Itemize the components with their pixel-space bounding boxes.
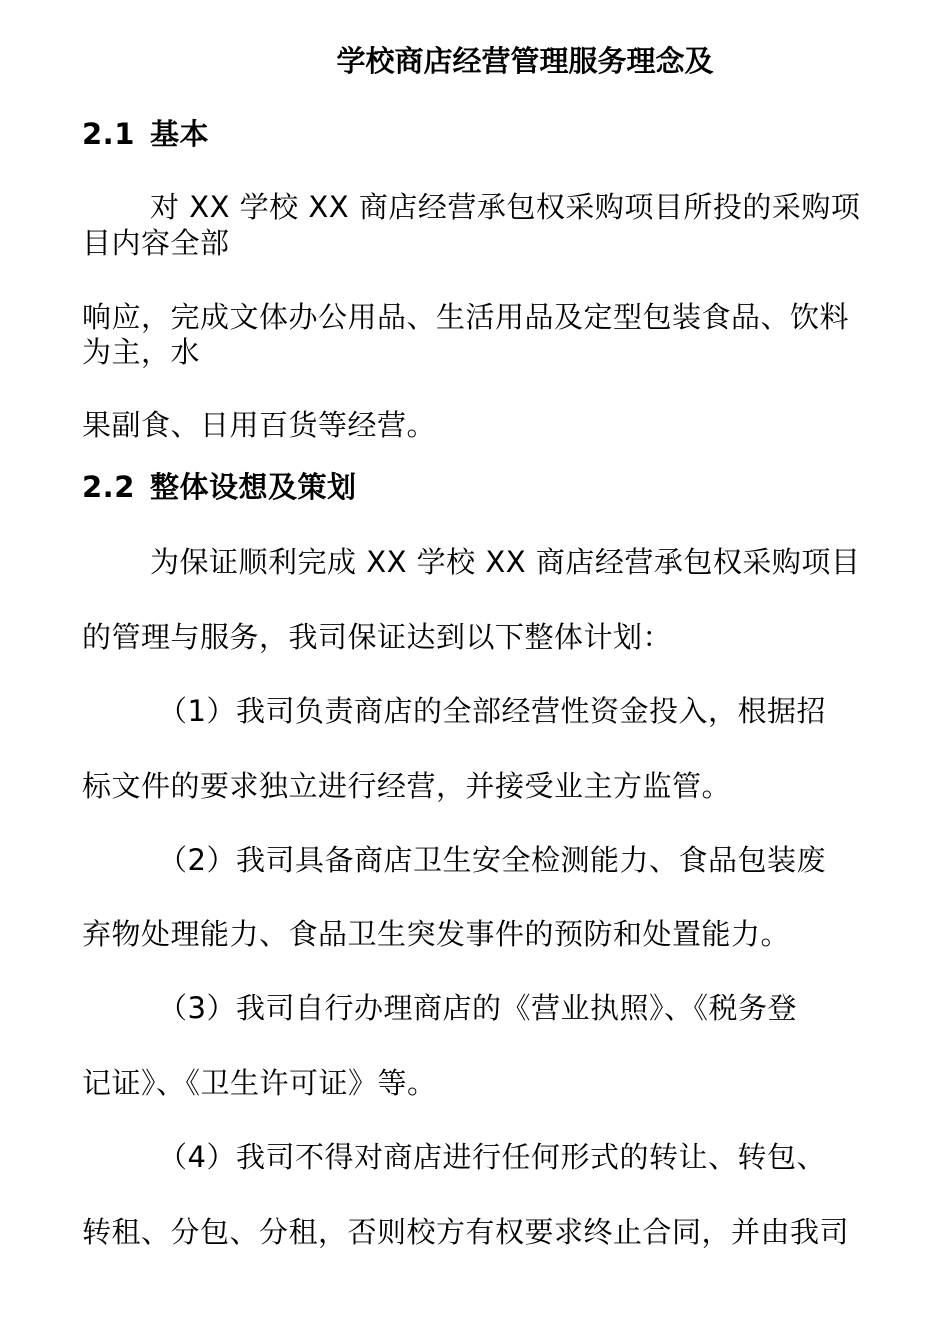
list-item-line: （4）我司不得对商店进行任何形式的转让、转包、 [158,1140,826,1174]
list-item-line: 标文件的要求独立进行经营，并接受业主方监管。 [82,769,732,803]
list-item-line: （2）我司具备商店卫生安全检测能力、食品包装废 [158,843,826,877]
list-item-line: 转租、分包、分租，否则校方有权要求终止合同，并由我司 [82,1215,850,1249]
paragraph-line: 目内容全部 [82,226,230,260]
paragraph-line: 为主，水 [82,335,201,369]
list-item-line: 弃物处理能力、食品卫生突发事件的预防和处置能力。 [82,917,791,951]
list-item-line: （1）我司负责商店的全部经营性资金投入，根据招 [158,694,826,728]
section-title: 整体设想及策划 [150,470,357,504]
paragraph-line: 的管理与服务，我司保证达到以下整体计划： [82,620,673,654]
paragraph-line: 响应，完成文体办公用品、生活用品及定型包装食品、饮料 [82,300,850,334]
section-number: 2.1 [82,117,135,151]
section-number: 2.2 [82,470,135,504]
section-title: 基本 [150,117,210,151]
paragraph-line: 果副食、日用百货等经营。 [82,408,437,442]
list-item-line: 记证》、《卫生许可证》等。 [82,1066,437,1100]
list-item-line: （3）我司自行办理商店的《营业执照》、《税务登 [158,991,797,1025]
paragraph-line: 为保证顺利完成 XX 学校 XX 商店经营承包权采购项目 [150,545,861,579]
paragraph-line: 对 XX 学校 XX 商店经营承包权采购项目所投的采购项 [150,190,861,224]
section-heading-2-1 [82,117,882,151]
document-title: 学校商店经营管理服务理念及 [336,44,714,78]
section-heading-2-2 [82,470,882,504]
